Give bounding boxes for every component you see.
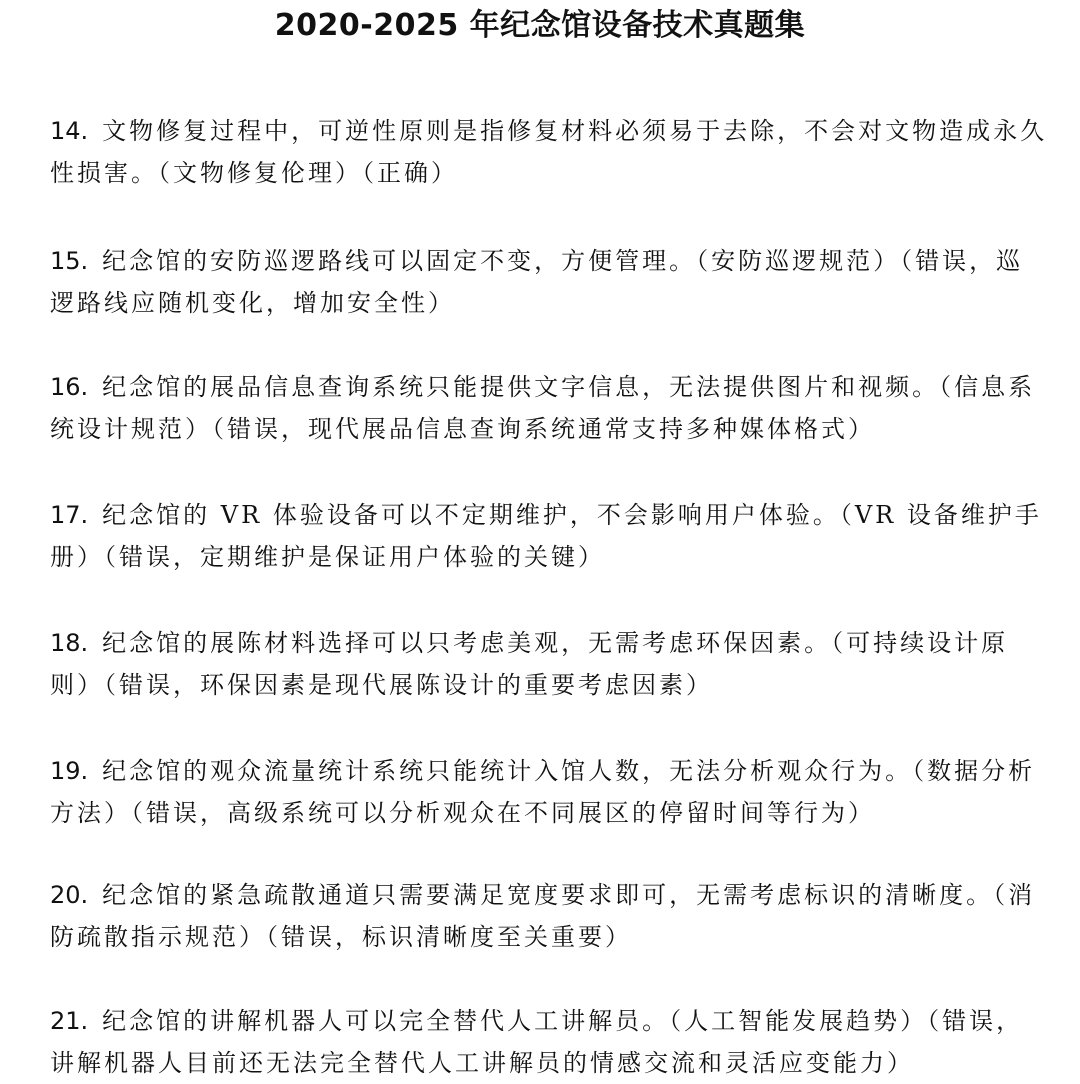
question-number: 19. [50,757,89,785]
question-item [50,110,1050,194]
question-text: 纪念馆的讲解机器人可以完全替代人工讲解员。（人工智能发展趋势）（错误，讲解机器人目前还无法完全替代人工讲解员的情感交流和灵活应变能力） [50,1007,1024,1077]
question-text: 文物修复过程中，可逆性原则是指修复材料必须易于去除，不会对文物造成永久性损害。（文物修复伦理）（正确） [50,117,1048,187]
question-text: 纪念馆的安防巡逻路线可以固定不变，方便管理。（安防巡逻规范）（错误，巡逻路线应随机变化，增加安全性） [50,247,1024,317]
question-item [50,494,1050,578]
question-number: 18. [50,629,89,657]
question-number: 21. [50,1007,89,1035]
question-text: 纪念馆的展陈材料选择可以只考虑美观，无需考虑环保因素。（可持续设计原则）（错误，环保因素是现代展陈设计的重要考虑因素） [50,629,1009,699]
question-number: 14. [50,117,89,145]
question-item [50,366,1050,450]
question-item [50,750,1050,834]
question-number: 17. [50,501,89,529]
question-number: 15. [50,247,89,275]
question-number: 20. [50,881,89,909]
question-text: 纪念馆的紧急疏散通道只需要满足宽度要求即可，无需考虑标识的清晰度。（消防疏散指示规范）（错误，标识清晰度至关重要） [50,881,1036,951]
page-title: 2020-2025 年纪念馆设备技术真题集 [274,8,806,43]
question-text: 纪念馆的观众流量统计系统只能统计入馆人数，无法分析观众行为。（数据分析方法）（错误，高级系统可以分析观众在不同展区的停留时间等行为） [50,757,1036,827]
question-text: 纪念馆的展品信息查询系统只能提供文字信息，无法提供图片和视频。（信息系统设计规范）（错误，现代展品信息查询系统通常支持多种媒体格式） [50,373,1036,443]
question-item [50,240,1050,324]
question-item [50,622,1050,706]
question-number: 16. [50,373,89,401]
question-item [50,1000,1050,1084]
question-text: 纪念馆的 VR 体验设备可以不定期维护，不会影响用户体验。（VR 设备维护手册）（错误，定期维护是保证用户体验的关键） [50,501,1042,571]
question-item [50,874,1050,958]
